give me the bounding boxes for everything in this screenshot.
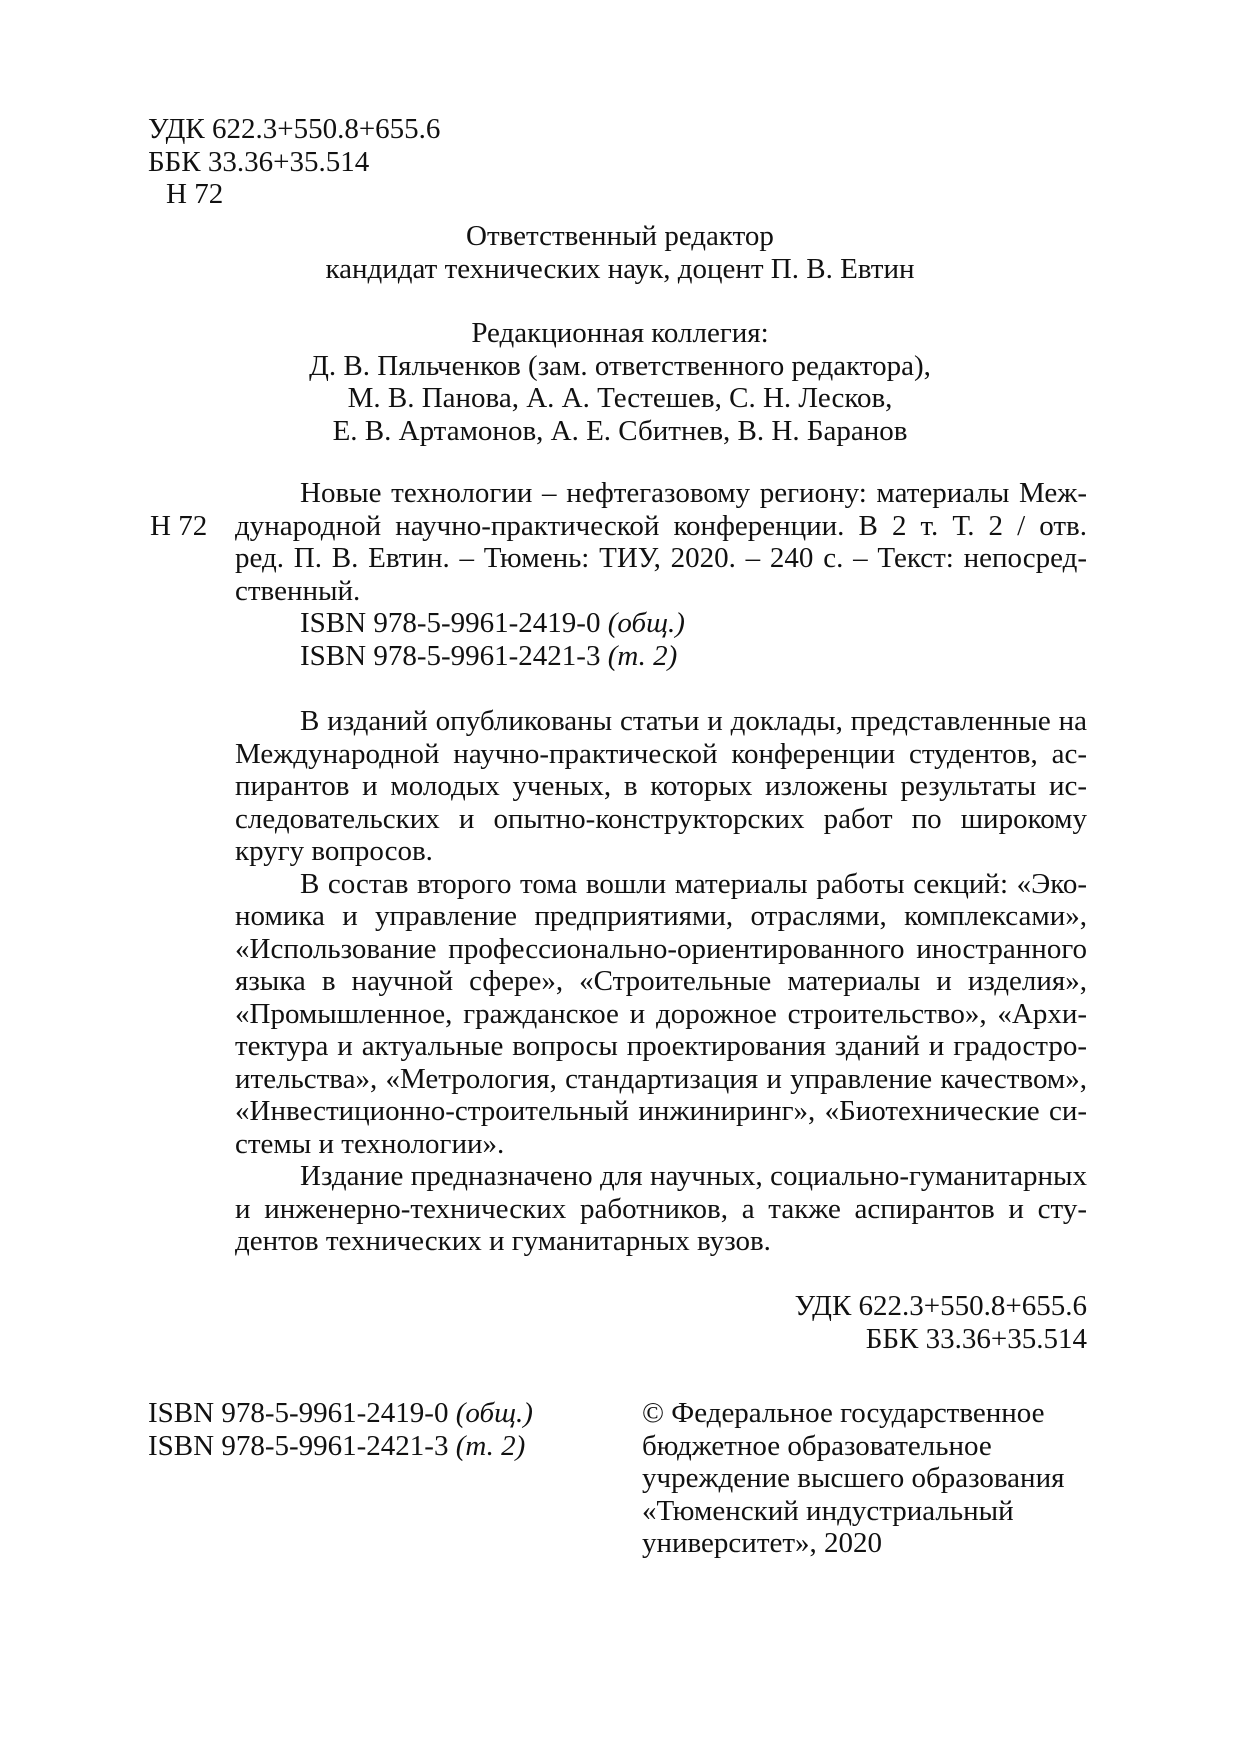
isbn-number: ISBN 978-5-9961-2421-3 bbox=[300, 639, 601, 672]
annotation-line: тектура и актуальные вопросы проектирования зданий и градостро- bbox=[235, 1030, 1087, 1062]
isbn-note: (общ.) bbox=[607, 607, 685, 639]
annotation-line: «Использование профессионально-ориентированного иностранного bbox=[235, 932, 1087, 965]
bib-line: ственный. bbox=[235, 574, 361, 607]
isbn-line bbox=[300, 640, 685, 673]
classification-codes bbox=[148, 113, 440, 178]
isbn-number: ISBN 978-5-9961-2421-3 bbox=[148, 1429, 449, 1462]
board-member-line: Е. В. Артамонов, А. Е. Сбитнев, В. Н. Баранов bbox=[332, 414, 908, 447]
editor-name: кандидат технических наук, доцент П. В. Евтин bbox=[325, 252, 915, 285]
annotation-line: дентов технических и гуманитарных вузов. bbox=[235, 1225, 771, 1257]
isbn-note: (т. 2) bbox=[607, 639, 678, 672]
copyright-line: © Федеральное государственное bbox=[642, 1397, 1045, 1429]
annotation-line: следовательских и опытно-конструкторских работ по широкому bbox=[235, 802, 1087, 835]
isbn-note: (общ.) bbox=[455, 1397, 533, 1429]
copyright-line: учреждение высшего образования bbox=[642, 1462, 1065, 1494]
footer-udk-code: УДК 622.3+550.8+655.6 bbox=[794, 1290, 1087, 1322]
bib-line: ред. П. В. Евтин. – Тюмень: ТИУ, 2020. – 240 с. – Текст: непосред- bbox=[235, 542, 1087, 574]
editorial-board bbox=[200, 317, 1040, 447]
isbn-number: ISBN 978-5-9961-2419-0 bbox=[300, 607, 601, 639]
annotation-line: ительства», «Метрология, стандартизация и управление качеством», bbox=[235, 1062, 1087, 1095]
annotation-line: В изданий опубликованы статьи и доклады, представленные на bbox=[300, 705, 1087, 737]
footer-isbn-list bbox=[148, 1397, 533, 1462]
footer-bbk-code: ББК 33.36+35.514 bbox=[865, 1322, 1087, 1355]
annotation-line: Издание предназначено для научных, социально-гуманитарных bbox=[300, 1160, 1087, 1192]
copyright-notice bbox=[642, 1397, 1064, 1560]
isbn-note: (т. 2) bbox=[455, 1429, 526, 1462]
annotation-paragraph bbox=[235, 705, 1087, 868]
bib-author-sign: Н 72 bbox=[150, 510, 208, 542]
isbn-line bbox=[148, 1430, 533, 1463]
copyright-line: университет», 2020 bbox=[642, 1527, 883, 1559]
annotation-paragraph bbox=[235, 1160, 1087, 1258]
annotation-line: пирантов и молодых ученых, в которых изложены результаты ис- bbox=[235, 770, 1087, 802]
board-member-line: Д. В. Пяльченков (зам. ответственного редактора), bbox=[309, 349, 931, 382]
annotation-line: кругу вопросов. bbox=[235, 835, 433, 867]
annotation-paragraph bbox=[235, 868, 1087, 1161]
annotation-line: и инженерно-технических работников, а также аспирантов и сту- bbox=[235, 1192, 1087, 1225]
annotation-line: Международной научно-практической конференции студентов, ас- bbox=[235, 737, 1087, 770]
isbn-line bbox=[300, 607, 685, 640]
bib-line: Новые технологии – нефтегазовому региону: материалы Меж- bbox=[300, 477, 1087, 509]
bib-line: дународной научно-практической конференции. В 2 т. Т. 2 / отв. bbox=[235, 509, 1087, 542]
annotation bbox=[235, 705, 1087, 1258]
annotation-line: стемы и технологии». bbox=[235, 1127, 505, 1160]
isbn-number: ISBN 978-5-9961-2419-0 bbox=[148, 1397, 449, 1429]
udk-code: УДК 622.3+550.8+655.6 bbox=[148, 113, 441, 145]
annotation-line: «Инвестиционно-строительный инжиниринг», «Биотехнические си- bbox=[235, 1095, 1087, 1127]
isbn-line bbox=[148, 1397, 533, 1430]
board-title: Редакционная коллегия: bbox=[471, 317, 769, 349]
bbk-code: ББК 33.36+35.514 bbox=[148, 145, 370, 178]
annotation-line: номика и управление предприятиями, отраслями, комплексами», bbox=[235, 900, 1087, 932]
annotation-line: В состав второго тома вошли материалы работы секций: «Эко- bbox=[300, 867, 1087, 900]
author-sign: Н 72 bbox=[166, 178, 224, 210]
footer-classification-codes bbox=[587, 1290, 1087, 1355]
copyright-line: «Тюменский индустриальный bbox=[642, 1494, 1014, 1527]
bibliographic-record bbox=[235, 477, 1087, 607]
editor-title: Ответственный редактор bbox=[466, 220, 774, 252]
bib-isbn-list bbox=[300, 607, 685, 672]
annotation-line: языка в научной сфере», «Строительные материалы и изделия», bbox=[235, 965, 1087, 997]
copyright-line: бюджетное образовательное bbox=[642, 1429, 992, 1462]
board-member-line: М. В. Панова, А. А. Тестешев, С. Н. Лесков, bbox=[347, 382, 893, 414]
annotation-line: «Промышленное, гражданское и дорожное строительство», «Архи- bbox=[235, 997, 1087, 1030]
responsible-editor bbox=[200, 220, 1040, 285]
